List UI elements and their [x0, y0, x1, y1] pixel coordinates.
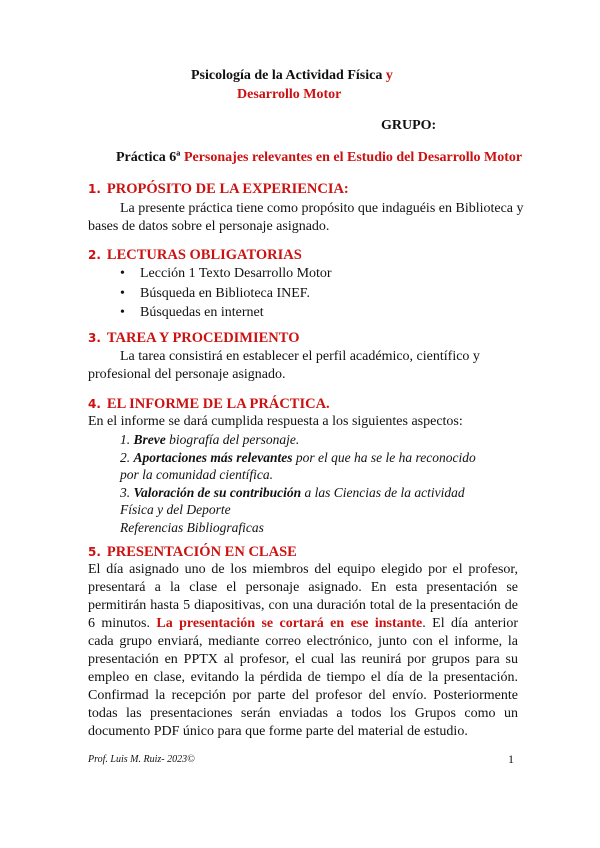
- section-3-heading: [88, 330, 299, 347]
- section-4-heading: [88, 396, 330, 413]
- item-number: 1.: [120, 432, 134, 447]
- section-4-title: EL INFORME DE LA PRÁCTICA.: [106, 396, 330, 412]
- line-text: . El día anterior: [422, 616, 519, 631]
- section-4-intro: En el informe se dará cumplida respuesta a los siguientes aspectos:: [88, 414, 463, 429]
- report-item-3-cont: Física y del Deporte: [120, 502, 231, 517]
- list-item: • Búsqueda en Biblioteca INEF.: [120, 284, 332, 304]
- section-3-body: [88, 348, 528, 384]
- section-5-line: Confirmad la recepción por parte del profesor del envío. Posteriormente: [88, 688, 518, 703]
- item-number: 2.: [120, 449, 134, 465]
- report-item-2: [120, 449, 476, 467]
- report-item-3: [120, 484, 476, 502]
- footer-author: Prof. Luis M. Ruiz- 2023©: [88, 754, 195, 765]
- section-5-line: permitirán hasta 5 diapositivas, con una duración total de la presentación de: [88, 598, 518, 613]
- report-item-4: Referencias Bibliograficas: [120, 519, 264, 535]
- section-1-number: 1.: [88, 182, 101, 196]
- section-5-line: empleo en clase, evitando la pérdida de tiempo el día de la presentación.: [88, 670, 518, 685]
- section-5-heading: [88, 544, 297, 561]
- item-emphasis: Valoración de su contribución: [133, 484, 302, 500]
- section-1-line: La presente práctica tiene como propósito que indaguéis en Biblioteca y: [120, 201, 524, 216]
- section-2-number: 2.: [88, 248, 101, 262]
- item-emphasis: Aportaciones más relevantes: [133, 449, 293, 465]
- section-5-line: presentación en PPTX al profesor, el cual las reunirá por grupos para su: [88, 652, 518, 667]
- course-title-conj: y: [382, 68, 393, 83]
- section-1-heading: [88, 181, 349, 198]
- course-title-line1: [191, 68, 393, 84]
- section-3-number: 3.: [88, 331, 101, 345]
- section-1-title: PROPÓSITO DE LA EXPERIENCIA:: [106, 181, 349, 197]
- section-2-heading: [88, 247, 302, 264]
- section-5-body: [88, 561, 518, 741]
- section-3-line: profesional del personaje asignado.: [88, 367, 286, 382]
- warning-text: La presentación se cortará en ese instante: [156, 616, 423, 631]
- practice-number: Práctica 6ª: [116, 150, 184, 165]
- section-5-line: El día asignado uno de los miembros del equipo elegido por el profesor,: [88, 562, 518, 577]
- section-5-title: PRESENTACIÓN EN CLASE: [106, 544, 297, 560]
- course-title-text: Psicología de la Actividad Física: [191, 68, 383, 83]
- section-5-line: todas las presentaciones serán enviadas a todos los Grupos como un: [88, 706, 518, 721]
- section-5-line: [88, 615, 518, 633]
- section-1-body: [88, 200, 528, 236]
- report-items: [120, 431, 476, 536]
- section-1-line: bases de datos sobre el personaje asignado.: [88, 219, 330, 234]
- item-number: 3.: [120, 484, 134, 500]
- readings-list: [120, 264, 332, 323]
- section-3-title: TAREA Y PROCEDIMIENTO: [106, 330, 300, 346]
- section-5-line: documento PDF único para que forme parte del material de estudio.: [88, 724, 468, 739]
- item-text: por el que ha se le ha reconocido: [292, 449, 476, 465]
- item-text: a las Ciencias de la actividad: [301, 484, 465, 500]
- report-item-2-cont: por la comunidad científica.: [120, 467, 273, 482]
- list-item: • Lección 1 Texto Desarrollo Motor: [120, 264, 332, 284]
- item-text: biografía del personaje.: [165, 432, 300, 447]
- section-5-line: presentará a la clase el personaje asignado. En esta presentación se: [88, 580, 518, 595]
- practice-title: Personajes relevantes en el Estudio del Desarrollo Motor: [183, 150, 523, 165]
- item-emphasis: Breve: [133, 432, 166, 447]
- section-5-number: 5.: [88, 545, 101, 559]
- section-4-number: 4.: [88, 397, 101, 411]
- line-text: 6 minutos.: [88, 616, 157, 631]
- page-number: 1: [508, 752, 514, 766]
- section-2-title: LECTURAS OBLIGATORIAS: [106, 247, 302, 263]
- list-item: • Búsquedas en internet: [120, 303, 332, 323]
- group-label: GRUPO:: [381, 118, 437, 133]
- course-title-line2: Desarrollo Motor: [237, 87, 342, 102]
- practice-heading: [116, 150, 522, 166]
- section-5-line: cada grupo enviará, mediante correo electrónico, junto con el informe, la: [88, 634, 518, 649]
- report-item-1: [120, 431, 476, 449]
- section-3-line: La tarea consistirá en establecer el perfil académico, científico y: [120, 349, 480, 364]
